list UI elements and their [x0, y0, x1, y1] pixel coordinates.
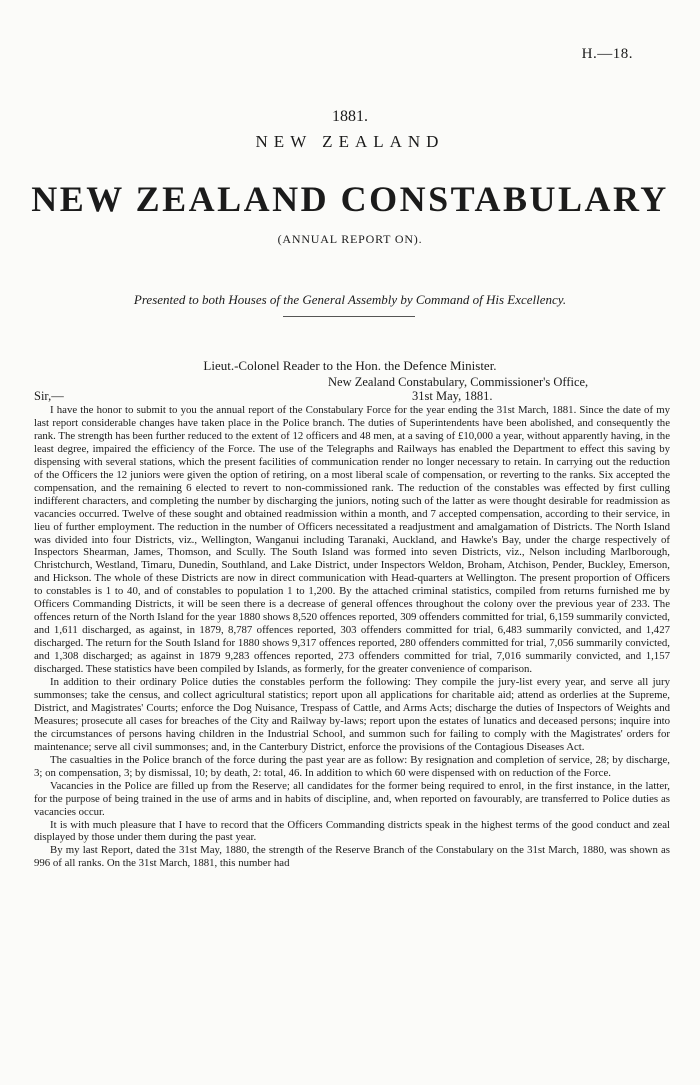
page-subtitle: (ANNUAL REPORT ON). — [277, 232, 423, 246]
page-reference: H.—18. — [581, 46, 633, 62]
paragraph: I have the honor to submit to you the annual report of the Constabulary Force for the year ending the 31st March, 1881. Since the date of my last report considerable changes have taken place in the Police branch. The duties of Superintendents have been abolished, and consequently the rank. The strength has been further reduced to the extent of 12 officers and 48 men, at a saving of £10,000 a year, without apparently having, in the least degree, impaired the efficiency of the Force. The use of the Telegraphs and Railways has enabled the Department to effect this saving by dispensing with several stations, which the present facilities of communication render no longer necessary to retain. In carrying out the reduction of the Officers the 12 juniors were given the option of retiring, on a most liberal scale of compensation, or reverting to the ranks. Six accepted the compensation, and the remaining 6 elected to revert to non-commissioned rank. The reduction of the constables was effected by first culling indifferent characters, and completing the number by discharging the juniors, noting such of the latter as were thought desirable for readmission as vacancies occurred. Twelve of these sought and obtained readmission within a month, and 7 accepted compensation, according to their service, in lieu of further employment. The reduction in the number of Officers necessitated a readjustment and amalgamation of Districts. The North Island was divided into four Districts, viz., Wellington, Wanganui including Taranaki, Auckland, and Hawke's Bay, under the charge respectively of Inspectors Shearman, James, Thomson, and Scully. The South Island was formed into seven Districts, viz., Nelson including Marlborough, Christchurch, Westland, Timaru, Dunedin, Southland, and Lake District, under Inspectors Weldon, Broham, Atchison, Pender, Buckley, Emerson, and Hickson. The whole of these Districts are now in direct communication with Head-quarters at Wellington. The present proportion of Officers to constables is 1 to 40, and of constables to population 1 to 1,200. By the attached criminal statistics, compiled from returns furnished me by Officers Commanding Districts, it will be seen there is a decrease of general offences throughout the colony over the previous year of 233. The offences return of the North Island for the year 1880 shows 8,520 offences reported, 309 offenders committed for trial, 6,159 summarily convicted, and 1,611 discharged, as against, in 1879, 8,787 offences reported, 303 offenders committed for trial, 6,483 summarily convicted, and 1,427 discharged. The return for the South Island for 1880 shows 9,317 offences reported, 280 offenders committed for trial, 7,056 summarily convicted, and 1,308 discharged; as against in 1879 9,283 offences reported, 273 offenders committed for trial, 7,016 summarily convicted, and 1,157 discharged. These statistics have been compiled by Islands, as formerly, for the greater convenience of comparison. — [34, 404, 670, 676]
paragraph: The casualties in the Police branch of the force during the past year are as follow: By resignation and completion of service, 28; by discharge, 3; on compensation, 3; by dismissal, 10; by death, 2: total, 46. In addition to which 60 were dispensed with on reduction of the Force. — [34, 753, 670, 779]
letter-heading: Lieut.-Colonel Reader to the Hon. the Defence Minister. — [203, 358, 497, 373]
paragraph: In addition to their ordinary Police duties the constables perform the following: They compile the jury-list every year, and serve all jury summonses; take the census, and collect agricultural statistics; report upon all applications for charitable aid; attend as orderlies at the Supreme, District, and Magistrates' Courts; enforce the Dog Nuisance, Trespass of Cattle, and Arms Acts; discharge the duties of Inspectors of Weights and Measures; prosecute all cases for breaches of the City and Railway by-laws; report upon the estates of lunatics and deceased persons; inquire into the circumstances of persons having children in the Industrial School, and summon such for failing to comply with the Magistrates' orders for maintenance; serve all civil summonses; and, in the Canterbury District, enforce the provisions of the Contagious Diseases Act. — [34, 676, 670, 753]
country-heading: NEW ZEALAND — [255, 132, 445, 151]
presented-line: Presented to both Houses of the General Assembly by Command of His Excellency. — [133, 292, 567, 307]
paragraph: By my last Report, dated the 31st May, 1880, the strength of the Reserve Branch of the Constabulary on the 31st March, 1880, was shown as 996 of all ranks. On the 31st March, 1881, this number had — [34, 844, 670, 870]
page-title: NEW ZEALAND CONSTABULARY — [31, 179, 669, 219]
report-year: 1881. — [332, 108, 368, 125]
paragraph: Vacancies in the Police are filled up from the Reserve; all candidates for the former being required to enrol, in the first instance, in the latter, for the purpose of being trained in the use of arms and in habits of discipline, and, when reported on favourably, are transferred to Police duties as vacancies occur. — [34, 779, 670, 818]
letter-date: 31st May, 1881. — [412, 389, 493, 403]
letter-office: New Zealand Constabulary, Commissioner's Office, — [328, 375, 589, 389]
divider — [283, 316, 415, 317]
letter-body — [34, 404, 670, 1076]
letter-salutation: Sir,— — [34, 389, 64, 403]
paragraph: It is with much pleasure that I have to record that the Officers Commanding districts speak in the highest terms of the good conduct and zeal displayed by those under them during the past year. — [34, 818, 670, 844]
